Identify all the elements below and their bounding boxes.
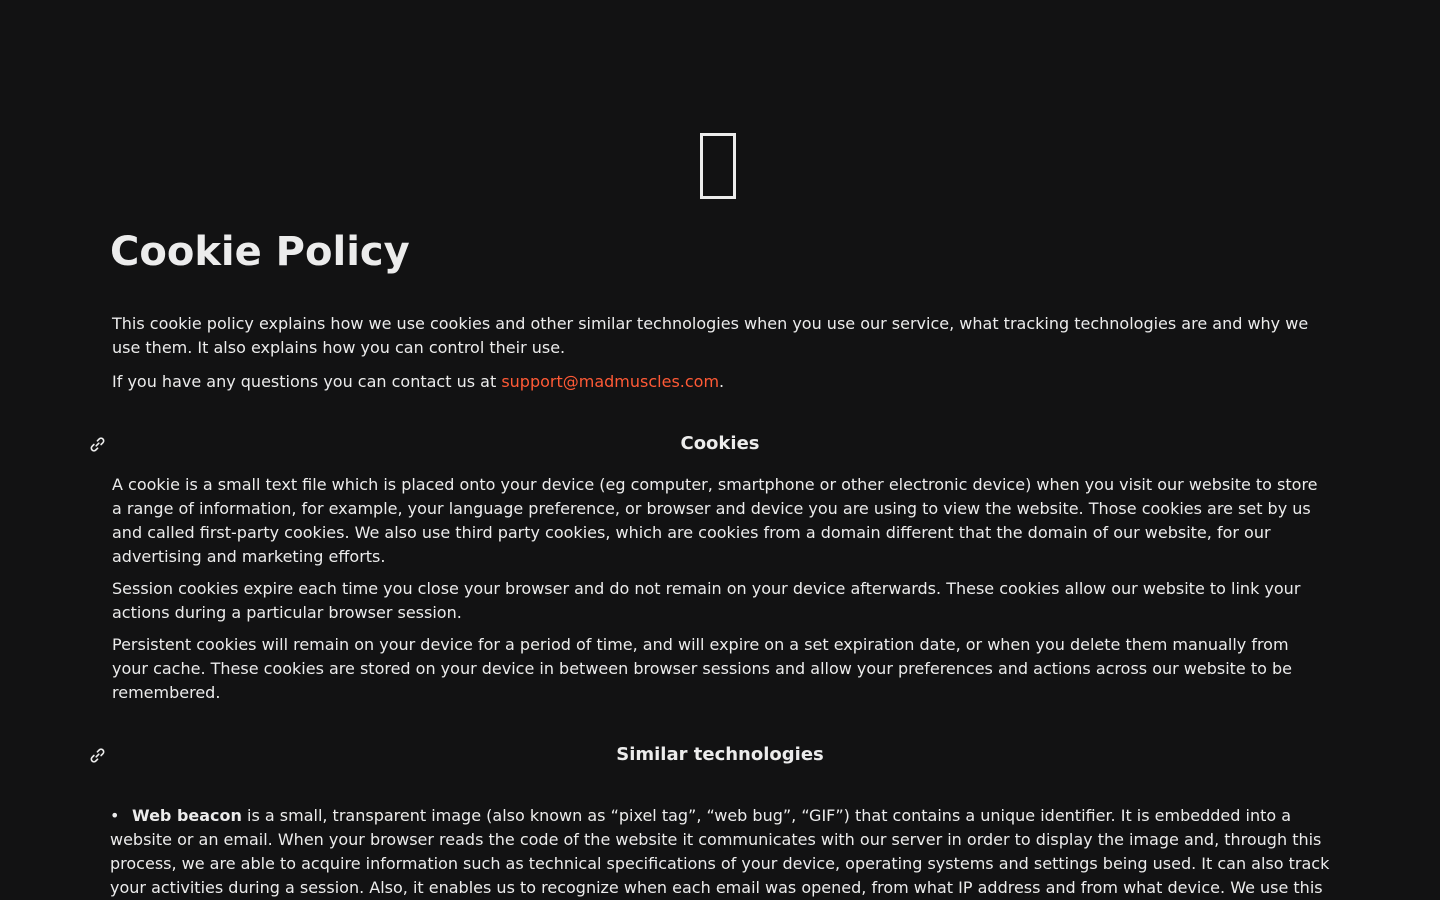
contact-paragraph	[112, 370, 1328, 394]
cookies-paragraph-1: A cookie is a small text file which is placed onto your device (eg computer, smartphone or other electronic device) when you visit our website to store a range of information, for example, your language preference, or browser and device you are using to view the website. Those cookies are set by us and called first-party cookies. We also use third party cookies, which are cookies from a domain different that the domain of our website, for our advertising and marketing efforts.	[112, 475, 1318, 566]
app-logo-icon[interactable]	[700, 133, 736, 199]
page-title: Cookie Policy	[110, 229, 410, 275]
cookies-paragraph-3: Persistent cookies will remain on your device for a period of time, and will expire on a set expiration date, or when you delete them manually from your cache. These cookies are stored on your device in between browser sessions and allow your preferences and actions across our website to be remembered.	[112, 635, 1293, 702]
bullet: •	[110, 806, 120, 825]
contact-suffix: .	[719, 372, 725, 391]
term-description: is a small, transparent image (also known as “pixel tag”, “web bug”, “GIF”) that contains a unique identifier. It is embedded into a website or an email. When your browser reads the code of the website it communicates with our server in order to display the image and, through this process, we are able to acquire information such as technical specifications of your device, operating systems and settings being used. It can also track your activities during a session. Also, it enables us to recognize when each email was opened, from what IP address and from what device. We use this	[110, 806, 1330, 897]
term: Web beacon	[132, 806, 242, 825]
section-heading-similar-technologies	[0, 743, 1440, 767]
contact-prefix: If you have any questions you can contact us at	[112, 372, 502, 391]
section-heading-cookies	[0, 432, 1440, 456]
link-icon[interactable]	[89, 747, 106, 764]
similar-technologies-list	[110, 804, 1330, 900]
link-icon[interactable]	[89, 436, 106, 453]
list-item	[110, 804, 1330, 900]
support-email-link[interactable]: support@madmuscles.com	[501, 372, 720, 391]
cookies-paragraph-2: Session cookies expire each time you close your browser and do not remain on your device afterwards. These cookies allow our website to link your actions during a particular browser session.	[112, 579, 1301, 622]
intro-paragraph: This cookie policy explains how we use cookies and other similar technologies when you use our service, what tracking technologies are and why we use them. It also explains how you can control their use.	[112, 314, 1309, 357]
section-title: Similar technologies	[616, 744, 824, 765]
section-title: Cookies	[680, 433, 760, 454]
